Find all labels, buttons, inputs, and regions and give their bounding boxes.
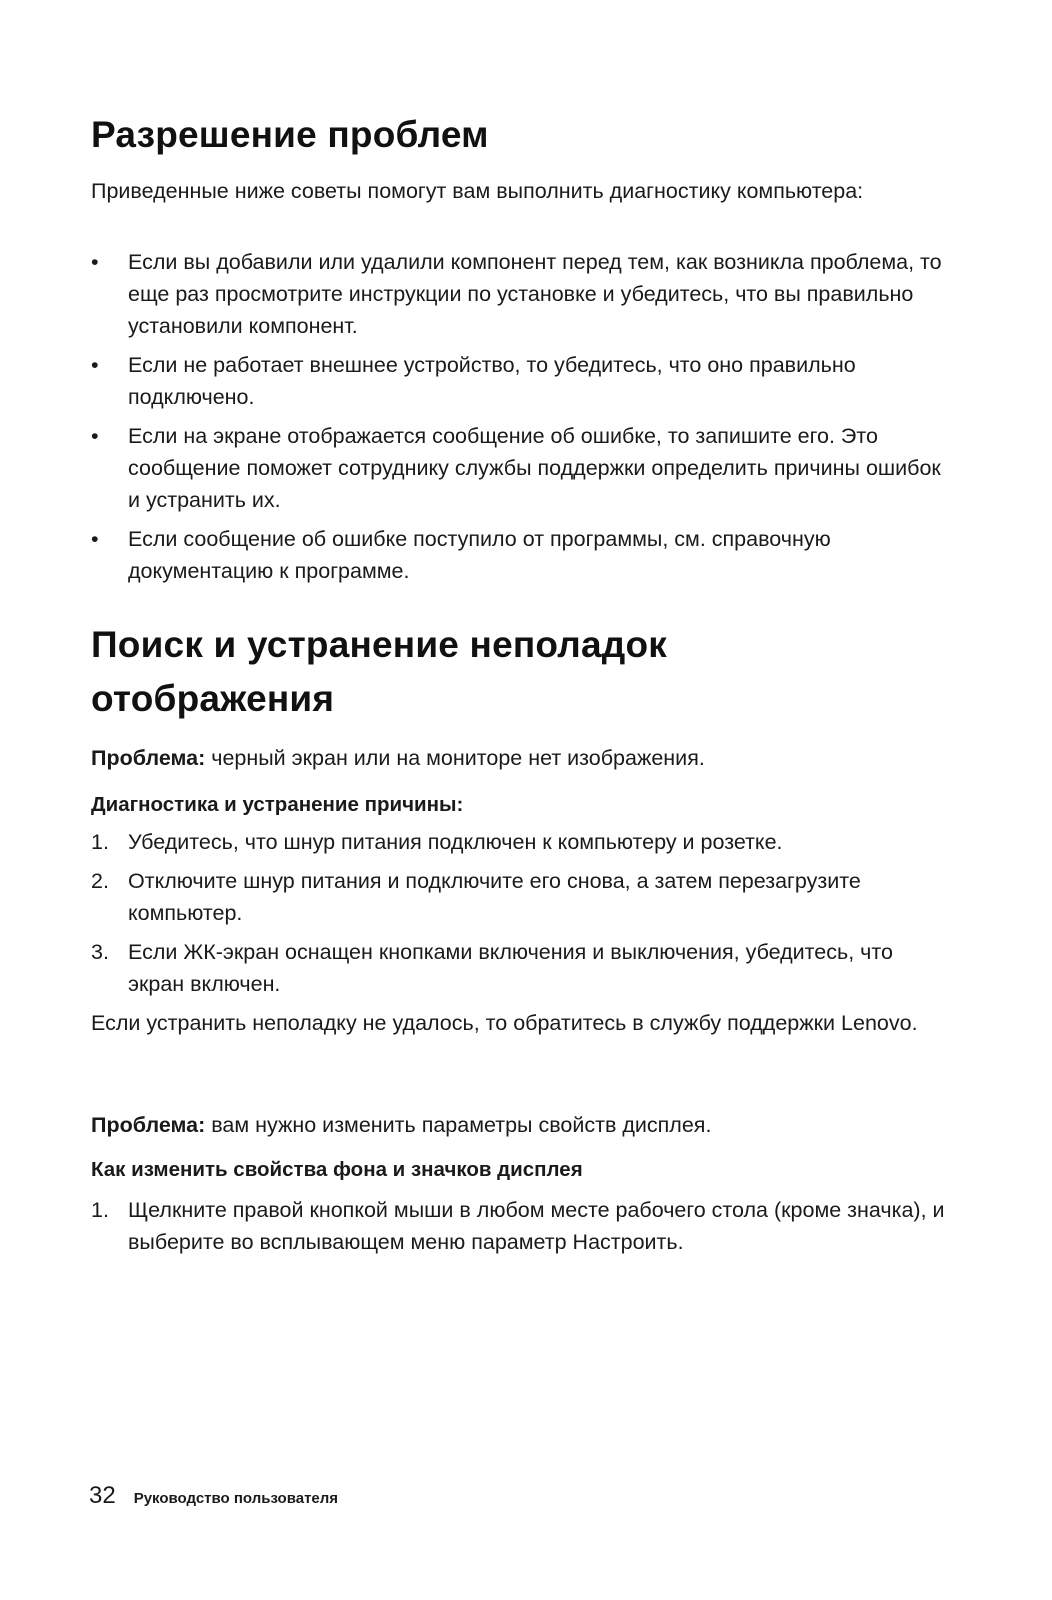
section-title-display: Поиск и устранение неполадок отображения bbox=[91, 624, 667, 719]
page-number: 32 bbox=[89, 1482, 116, 1509]
list-item: • Если сообщение об ошибке поступило от программы, см. справочную документацию к программе. bbox=[91, 523, 951, 587]
subheading-display-properties: Как изменить свойства фона и значков дисплея bbox=[91, 1158, 583, 1181]
steps-list-1 bbox=[91, 826, 951, 1007]
problem-statement-2: Проблема: вам нужно изменить параметры свойств дисплея. bbox=[91, 1113, 712, 1137]
list-item: 1. Щелкните правой кнопкой мыши в любом месте рабочего стола (кроме значка), и выберите во всплывающем меню параметр Настроить. bbox=[91, 1198, 945, 1254]
list-item: 1. Убедитесь, что шнур питания подключен к компьютеру и розетке. bbox=[91, 830, 783, 854]
steps-list-2 bbox=[91, 1194, 951, 1265]
bullet-icon: • bbox=[91, 527, 99, 551]
bullet-icon: • bbox=[91, 250, 99, 274]
list-item: • Если на экране отображается сообщение об ошибке, то запишите его. Это сообщение поможет сотруднику службы поддержки определить причины ошибок и устранить их. bbox=[91, 420, 951, 516]
subheading-diagnostics: Диагностика и устранение причины: bbox=[91, 793, 464, 816]
list-item: 2. Отключите шнур питания и подключите его снова, а затем перезагрузите компьютер. bbox=[91, 869, 861, 925]
intro-paragraph: Приведенные ниже советы помогут вам выполнить диагностику компьютера: bbox=[91, 179, 864, 203]
tips-list bbox=[91, 246, 951, 594]
page-footer bbox=[89, 1480, 338, 1515]
footer-title: Руководство пользователя bbox=[133, 1490, 339, 1507]
list-item: • Если вы добавили или удалили компонент перед тем, как возникла проблема, то еще раз просмотрите инструкции по установке и убедитесь, что вы правильно установили компонент. bbox=[91, 246, 951, 342]
list-item: 3. Если ЖК-экран оснащен кнопками включения и выключения, убедитесь, что экран включен. bbox=[91, 940, 893, 996]
bullet-icon: • bbox=[91, 424, 99, 448]
problem-label: Проблема: bbox=[91, 746, 206, 770]
problem-label: Проблема: bbox=[91, 1113, 206, 1137]
bullet-icon: • bbox=[91, 353, 99, 377]
problem-statement-1: Проблема: черный экран или на мониторе нет изображения. bbox=[91, 746, 705, 770]
support-note: Если устранить неполадку не удалось, то обратитесь в службу поддержки Lenovo. bbox=[91, 1011, 918, 1035]
list-item: • Если не работает внешнее устройство, то убедитесь, что оно правильно подключено. bbox=[91, 349, 951, 413]
section-title-troubleshooting: Разрешение проблем bbox=[91, 114, 489, 155]
